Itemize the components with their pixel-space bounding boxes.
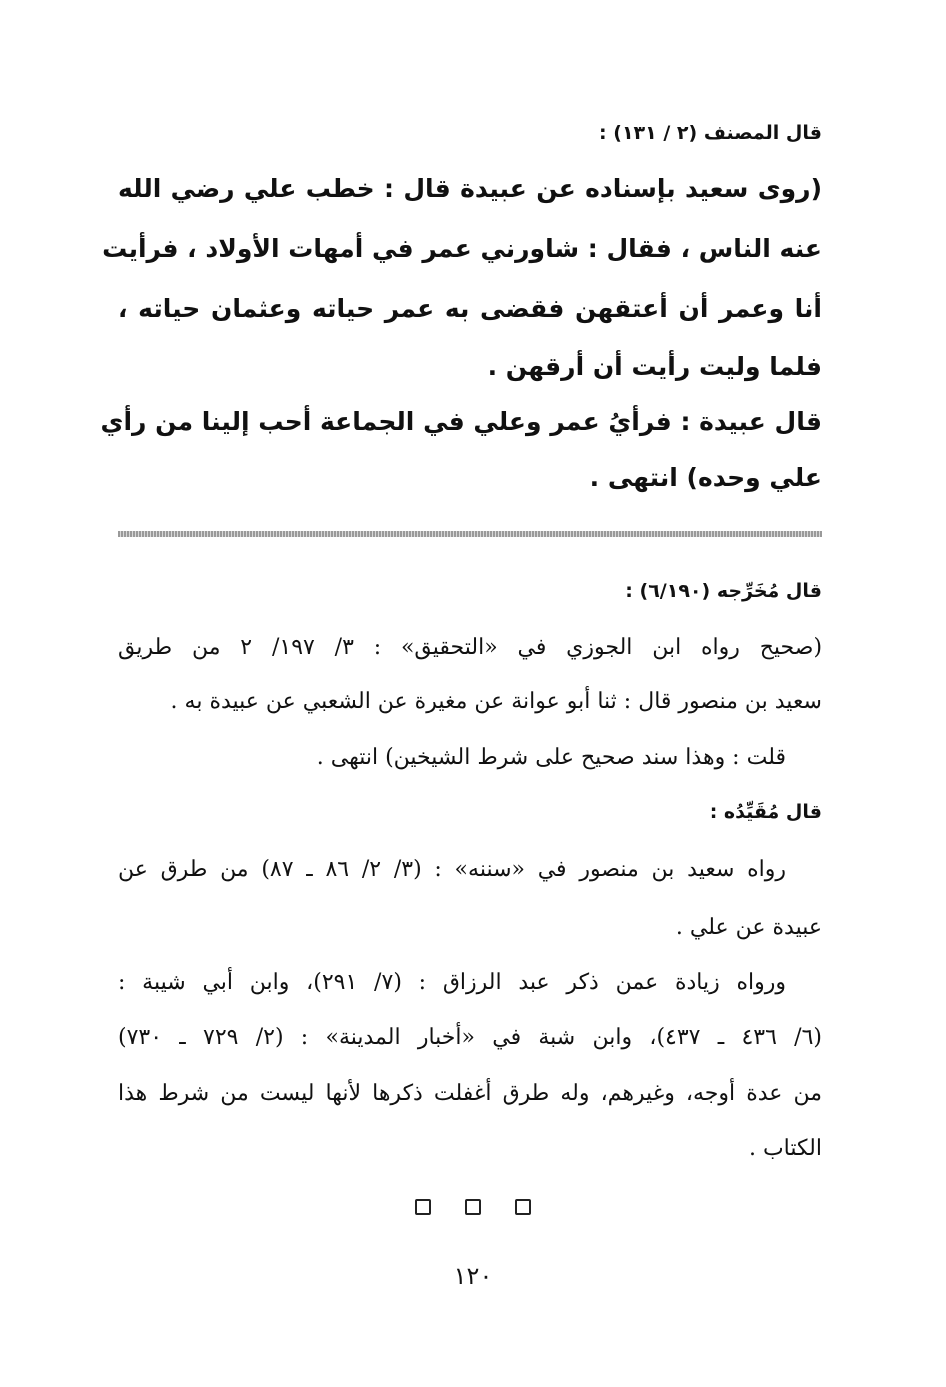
notes-line-4: (٦/ ٤٣٦ ـ ٤٣٧)، وابن شبة في «أخبار المدينة» : (٢/ ٧٢٩ ـ ٧٣٠) (118, 1025, 822, 1050)
quote-line-1: (روى سعيد بإسناده عن عبيدة قال : خطب علي رضي الله (118, 174, 822, 203)
square-ornament-icon (465, 1199, 481, 1215)
section-end-ornament (0, 1199, 946, 1219)
quote-line-6: علي وحده) انتهى . (589, 463, 822, 492)
takhrij-line-3: قلت : وهذا سند صحيح على شرط الشيخين) انتهى . (316, 745, 786, 770)
section-divider (118, 531, 822, 537)
section1-heading: قال المصنف (٢ / ١٣١) : (599, 122, 822, 144)
notes-line-2: عبيدة عن علي . (675, 915, 822, 940)
notes-line-6: الكتاب . (748, 1136, 822, 1161)
notes-line-1: رواه سعيد بن منصور في «سننه» : (٣/ ٢/ ٨٦ ـ ٨٧) من طرق عن (118, 857, 787, 882)
section2-heading: قال مُخَرِّجه (٦/١٩٠) : (625, 580, 822, 602)
square-ornament-icon (415, 1199, 431, 1215)
quote-line-3: أنا وعمر أن أعتقهن فقضى به عمر حياته وعثمان حياته ، (118, 294, 822, 323)
notes-line-3: ورواه زيادة عمن ذكر عبد الرزاق : (٧/ ٢٩١)، وابن أبي شيبة : (118, 970, 787, 995)
takhrij-line-1: (صحيح رواه ابن الجوزي في «التحقيق» : ٣/ ١٩٧/ ٢ من طريق (118, 635, 823, 660)
quote-line-4: فلما وليت رأيت أن أرقهن . (487, 352, 822, 381)
quote-line-5: قال عبيدة : فرأيُ عمر وعلي في الجماعة أحب إلينا من رأي (100, 407, 822, 436)
square-ornament-icon (515, 1199, 531, 1215)
quote-line-2: عنه الناس ، فقال : شاورني عمر في أمهات الأولاد ، فرأيت (102, 234, 822, 263)
page-number: ١٢٠ (453, 1262, 493, 1290)
takhrij-line-2: سعيد بن منصور قال : ثنا أبو عوانة عن مغيرة عن الشعبي عن عبيدة به . (170, 689, 822, 714)
section3-heading: قال مُقَيِّدُه : (709, 801, 822, 823)
notes-line-5: من عدة أوجه، وغيرهم، وله طرق أغفلت ذكرها لأنها ليست من شرط هذا (118, 1081, 822, 1106)
